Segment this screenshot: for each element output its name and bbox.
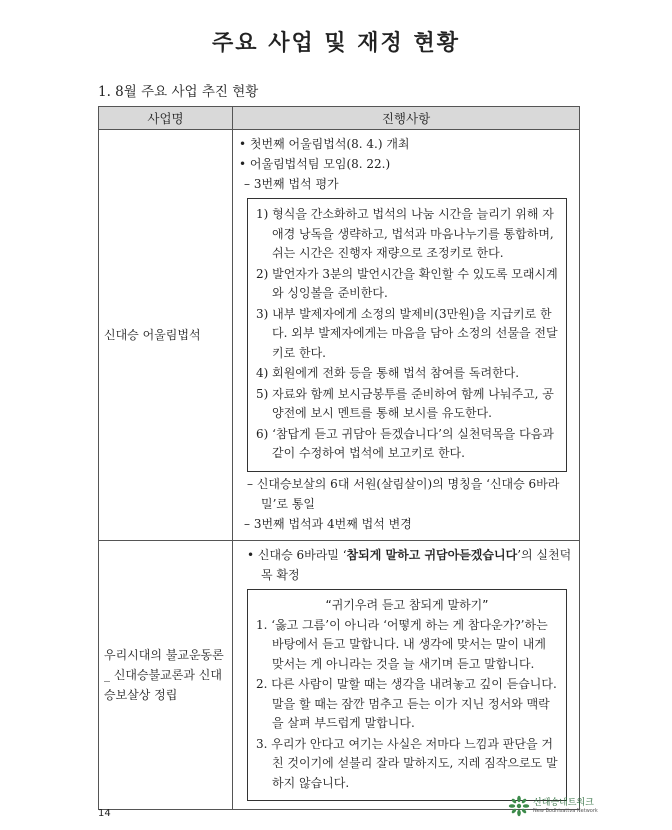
progress-line: • 첫번째 어울림법석(8. 4.) 개최	[239, 137, 410, 151]
progress-line: – 3번째 법석 평가	[244, 177, 339, 191]
box-item: 3) 내부 발제자에게 소정의 발제비(3만원)을 지급키로 한다. 외부 발제자에게는 마음을 담아 소정의 선물을 전달키로 한다.	[256, 306, 558, 360]
box-item: 1. ‘옳고 그름’이 아니라 ‘어떻게 하는 게 참다운가?’하는 바탕에서 듣고 말합니다. 내 생각에 맞서는 말이 내게 맞서는 게 아니라는 것을 늘 새기며 듣고 말합니다.	[256, 617, 548, 671]
intro-emphasis: 참되게 말하고 귀담아듣겠습니다	[346, 547, 518, 562]
page-title: 주요 사업 및 재정 현황	[212, 31, 460, 56]
lotus-logo-icon	[508, 795, 530, 817]
box-item: 5) 자료와 함께 보시금봉투를 준비하여 함께 나눠주고, 공양전에 보시 멘트를 통해 보시를 유도한다.	[256, 386, 554, 420]
logo-text-en: New Bodhisattva Network	[533, 808, 598, 814]
network-logo	[508, 795, 598, 817]
evaluation-box	[247, 198, 567, 472]
box-item: 1) 형식을 간소화하고 법석의 나눔 시간을 늘리기 위해 자애경 낭독을 생략하고, 법석과 마음나누기를 통합하며, 쉬는 시간은 진행자 재량으로 조정키로 한다.	[256, 207, 554, 260]
box-item: 3. 우리가 안다고 여기는 사실은 저마다 느낌과 판단을 거친 것이기에 섣불리 잘라 말하지도, 지레 짐작으로도 말하지 않습니다.	[256, 736, 558, 790]
box-item: 2. 다른 사람이 말할 때는 생각을 내려놓고 깊이 듣습니다. 말을 할 때는 잠깐 멈추고 듣는 이가 지닌 정서와 맥락을 살펴 부드럽게 말합니다.	[256, 677, 557, 730]
box-item: 2) 발언자가 3분의 발언시간을 확인할 수 있도록 모래시계와 싱잉볼을 준비한다.	[256, 266, 558, 300]
box-title: “귀기우려 듣고 참되게 말하기”	[325, 597, 489, 612]
section-heading: 1. 8월 주요 사업 추진 현황	[98, 84, 259, 100]
box-item: 6) ‘참답게 듣고 귀담아 듣겠습니다’의 실천덕목을 다음과 같이 수정하여 법석에 보고키로 한다.	[256, 426, 554, 460]
project-name-cell: 우리시대의 불교운동론 _ 신대승불교론과 신대승보살상 정립	[99, 540, 233, 810]
progress-line	[239, 545, 575, 585]
intro-text: • 신대승 6바라밀 ‘	[247, 547, 347, 562]
table-header-row	[99, 107, 580, 130]
project-name-cell: 신대승 어울림법석	[99, 130, 233, 541]
logo-text-ko: 신대승네트워크	[533, 798, 594, 808]
header-progress: 진행사항	[233, 107, 580, 130]
intro-text: ’의 실천덕목 확정	[261, 547, 572, 582]
table-row	[99, 540, 580, 810]
progress-line: – 3번째 법석과 4번째 법석 변경	[244, 516, 412, 531]
header-project-name: 사업명	[99, 107, 233, 130]
principles-box	[247, 589, 567, 802]
progress-cell	[233, 130, 580, 541]
page-number: 14	[98, 808, 111, 819]
progress-line: – 신대승보살의 6대 서원(살림살이)의 명칭을 ‘신대승 6바라밀’로 통일	[247, 476, 560, 511]
box-item: 4) 회원에게 전화 등을 통해 법석 참여를 독려한다.	[256, 366, 520, 380]
table-row	[99, 130, 580, 541]
progress-line: • 어울림법석팀 모임(8. 22.)	[239, 157, 391, 171]
project-status-table	[98, 106, 580, 810]
progress-cell	[233, 540, 580, 810]
